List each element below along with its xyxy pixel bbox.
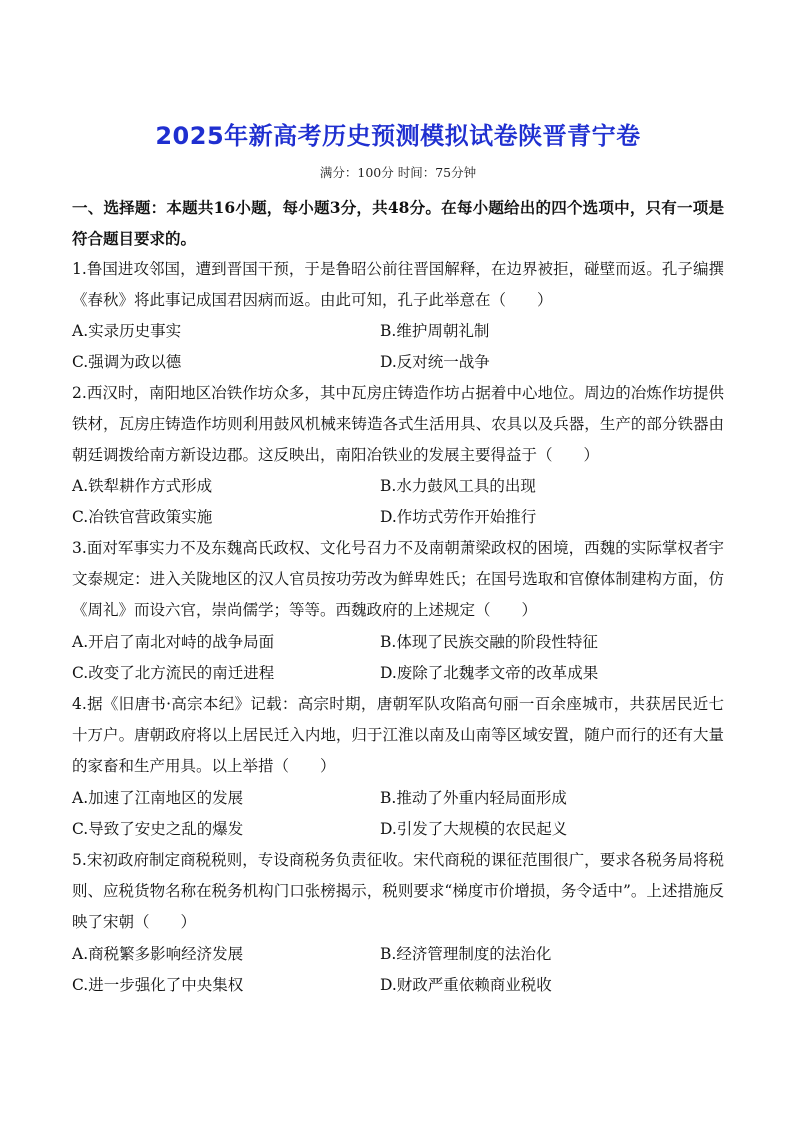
question-1-option-a: A.实录历史事实 — [72, 322, 182, 340]
question-5-option-d: D.财政严重依赖商业税收 — [380, 976, 552, 994]
exam-meta: 满分：100分 时间：75分钟 — [319, 165, 477, 180]
question-3-option-a: A.开启了南北对峙的战争局面 — [72, 633, 275, 651]
question-4-option-a: A.加速了江南地区的发展 — [72, 789, 244, 807]
question-4-option-c: C.导致了安史之乱的爆发 — [72, 820, 244, 838]
question-1-option-b: B.维护周朝礼制 — [380, 322, 490, 340]
question-5-option-a: A.商税繁多影响经济发展 — [72, 945, 244, 963]
question-3-option-c: C.改变了北方流民的南迁进程 — [72, 664, 275, 682]
question-1-option-c: C.强调为政以德 — [72, 353, 182, 371]
question-5-option-c: C.进一步强化了中央集权 — [72, 976, 244, 994]
question-2-option-b: B.水力鼓风工具的出现 — [380, 477, 536, 495]
question-2-option-c: C.冶铁官营政策实施 — [72, 508, 213, 526]
question-3-stem: 3.面对军事实力不及东魏高氏政权、文化号召力不及南朝萧梁政权的困境，西魏的实际掌权者宇文泰规定：进入关陇地区的汉人官员按功劳改为鲜卑姓氏；在国号选取和官僚体制建构方面，仿《周礼》而设六官，崇尚儒学；等等。西魏政府的上述规定（ ） — [72, 539, 724, 619]
question-2-option-a: A.铁犁耕作方式形成 — [72, 477, 213, 495]
question-4-option-b: B.推动了外重内轻局面形成 — [380, 789, 567, 807]
question-1-option-d: D.反对统一战争 — [380, 353, 490, 371]
question-2-option-d: D.作坊式劳作开始推行 — [380, 508, 537, 526]
question-4-stem: 4.据《旧唐书·高宗本纪》记载：高宗时期，唐朝军队攻陷高句丽一百余座城市，共获居民近七十万户。唐朝政府将以上居民迁入内地，归于江淮以南及山南等区域安置，随户而行的还有大量的家畜和生产用具。以上举措（ ） — [72, 695, 724, 775]
question-2-stem: 2.西汉时，南阳地区冶铁作坊众多，其中瓦房庄铸造作坊占据着中心地位。周边的冶炼作坊提供铁材，瓦房庄铸造作坊则利用鼓风机械来铸造各式生活用具、农具以及兵器，生产的部分铁器由朝廷调拨给南方新设边郡。这反映出，南阳冶铁业的发展主要得益于（ ） — [72, 384, 724, 464]
section-heading: 一、选择题：本题共16小题，每小题3分，共48分。在每小题给出的四个选项中，只有一项是符合题目要求的。 — [72, 198, 724, 248]
question-1-stem: 1.鲁国进攻邻国，遭到晋国干预，于是鲁昭公前往晋国解释，在边界被拒，碰壁而返。孔子编撰《春秋》将此事记成国君因病而返。由此可知，孔子此举意在（ ） — [72, 260, 724, 309]
question-5-option-b: B.经济管理制度的法治化 — [380, 945, 552, 963]
question-4-option-d: D.引发了大规模的农民起义 — [380, 820, 568, 838]
exam-title: 2025年新高考历史预测模拟试卷陕晋青宁卷 — [155, 122, 641, 150]
question-5-stem: 5.宋初政府制定商税税则，专设商税务负责征收。宋代商税的课征范围很广，要求各税务局将税则、应税货物名称在税务机构门口张榜揭示，税则要求“梯度市价增损，务令适中”。上述措施反映了宋朝（ ） — [72, 851, 724, 931]
question-3-option-b: B.体现了民族交融的阶段性特征 — [380, 633, 598, 651]
question-3-option-d: D.废除了北魏孝文帝的改革成果 — [380, 664, 599, 682]
